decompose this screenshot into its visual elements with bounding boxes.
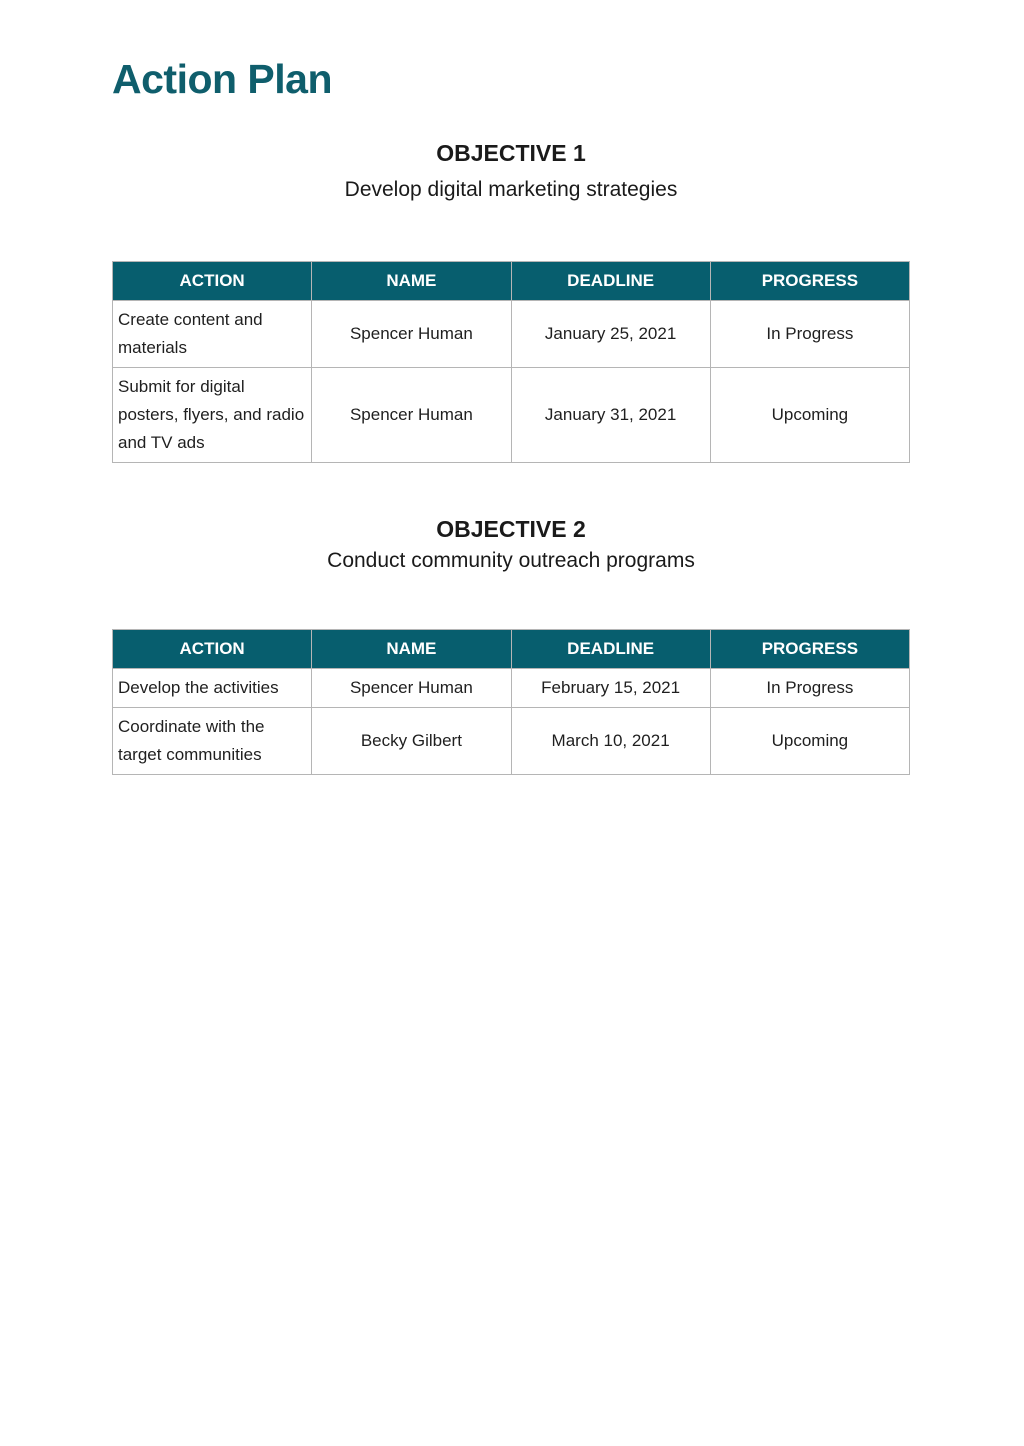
column-header-deadline: DEADLINE <box>511 630 710 669</box>
table-row <box>113 301 910 368</box>
table-row <box>113 708 910 775</box>
table-row <box>113 368 910 463</box>
cell-action: Create content and materials <box>113 301 312 368</box>
table-row <box>113 669 910 708</box>
column-header-progress: PROGRESS <box>710 262 909 301</box>
column-header-action: ACTION <box>113 630 312 669</box>
cell-progress: Upcoming <box>710 368 909 463</box>
table-header-row <box>113 262 910 301</box>
cell-name: Becky Gilbert <box>312 708 511 775</box>
column-header-name: NAME <box>312 630 511 669</box>
column-header-progress: PROGRESS <box>710 630 909 669</box>
table-header-row <box>113 630 910 669</box>
cell-progress: Upcoming <box>710 708 909 775</box>
cell-action: Coordinate with the target communities <box>113 708 312 775</box>
column-header-name: NAME <box>312 262 511 301</box>
objective-1-section <box>112 140 910 202</box>
cell-name: Spencer Human <box>312 368 511 463</box>
cell-deadline: January 25, 2021 <box>511 301 710 368</box>
objective-2-table <box>112 629 910 775</box>
objective-1-table <box>112 261 910 463</box>
cell-action: Develop the activities <box>113 669 312 708</box>
cell-deadline: March 10, 2021 <box>511 708 710 775</box>
cell-deadline: February 15, 2021 <box>511 669 710 708</box>
cell-action: Submit for digital posters, flyers, and radio and TV ads <box>113 368 312 463</box>
objective-heading: OBJECTIVE 1 <box>436 140 586 166</box>
column-header-deadline: DEADLINE <box>511 262 710 301</box>
objective-heading: OBJECTIVE 2 <box>436 516 586 542</box>
cell-deadline: January 31, 2021 <box>511 368 710 463</box>
cell-name: Spencer Human <box>312 669 511 708</box>
objective-2-section <box>112 516 910 573</box>
objective-description: Develop digital marketing strategies <box>344 178 678 201</box>
document-title: Action Plan <box>112 56 333 102</box>
objective-description: Conduct community outreach programs <box>327 549 695 572</box>
column-header-action: ACTION <box>113 262 312 301</box>
cell-progress: In Progress <box>710 301 909 368</box>
cell-name: Spencer Human <box>312 301 511 368</box>
cell-progress: In Progress <box>710 669 909 708</box>
